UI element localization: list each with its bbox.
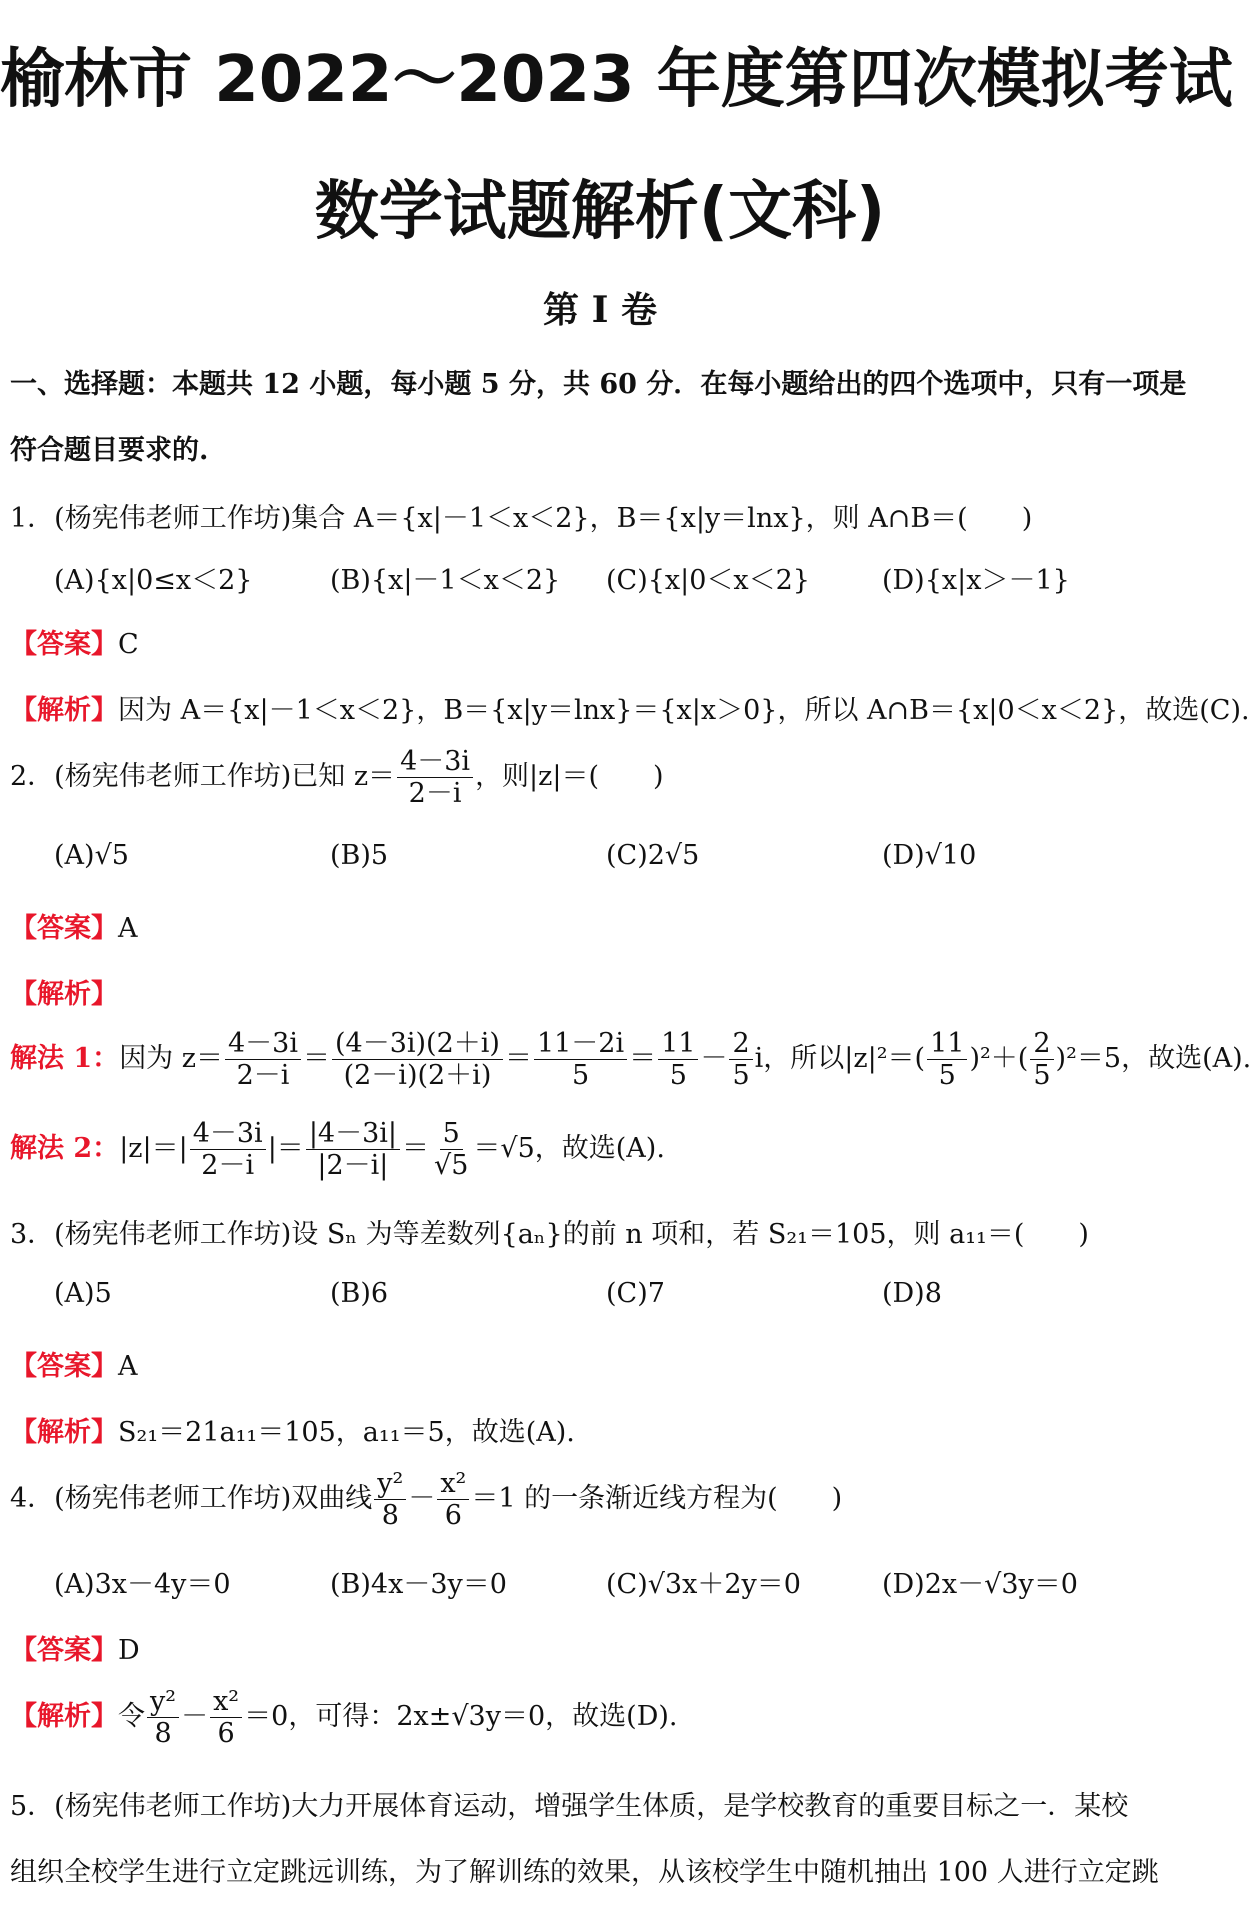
frac-num: 4－3i	[190, 1118, 266, 1150]
frac-den: 5	[732, 1060, 750, 1092]
q3-analysis	[10, 1410, 575, 1449]
q1-option-c: (C){x|0＜x＜2}	[606, 565, 810, 596]
frac-num: y²	[374, 1468, 406, 1500]
q3-answer	[10, 1344, 138, 1383]
analysis-label: 【解析】	[10, 1417, 118, 1448]
frac-den: 5	[669, 1060, 687, 1092]
q2-fraction-den: 2－i	[408, 778, 462, 810]
q4-an-minus: －	[181, 1701, 209, 1733]
method2-label: 解法 2：	[10, 1133, 120, 1165]
q4-minus: －	[408, 1483, 436, 1515]
frac-den: 8	[381, 1500, 399, 1532]
q2-fraction	[397, 746, 473, 809]
frac-num: 4－3i	[225, 1028, 301, 1060]
q4-analysis-suffix: ＝0，可得：2x±√3y＝0，故选(D).	[244, 1701, 678, 1733]
q4-stem-prefix: 4．(杨宪伟老师工作坊)双曲线	[10, 1483, 373, 1515]
q3-analysis-text: S₂₁＝21a₁₁＝105，a₁₁＝5，故选(A).	[118, 1417, 575, 1448]
q2-method2: 解法 2：|z|＝| $\frac{4-3i}{2-i}$ |＝ $\frac{|4-3i|}{|2-i|}$ ＝ $\frac{5}{√5}$ ＝√5，故选(A).	[10, 1118, 665, 1182]
q2-m1-frac7	[1030, 1028, 1053, 1091]
q5-stem-line2: 组织全校学生进行立定跳远训练，为了解训练的效果，从该校学生中随机抽出 100 人进行立定跳	[10, 1857, 1159, 1888]
frac-den: 5	[1033, 1060, 1051, 1092]
analysis-label: 【解析】	[10, 695, 118, 726]
answer-label: 【答案】	[10, 913, 118, 944]
q4-answer-value: D	[118, 1635, 140, 1666]
frac-num: 11	[658, 1028, 698, 1060]
q2-m2-frac1	[190, 1118, 266, 1181]
q2-fraction-num: 4－3i	[397, 746, 473, 778]
frac-den: 6	[217, 1718, 235, 1750]
q4-option-d: (D)2x－√3y＝0	[882, 1569, 1078, 1600]
q2-m1-frac2	[332, 1028, 503, 1091]
answer-label: 【答案】	[10, 1351, 118, 1382]
q3-answer-value: A	[118, 1351, 138, 1382]
page-subtitle: 数学试题解析(文科)	[314, 175, 886, 249]
q1-answer	[10, 622, 139, 661]
q2-method1: 解法 1：因为 z＝ $\frac{4-3i}{2-i}$ ＝ $\frac{(4-3i)(2+i)}{(2-i)(2+i)}$ ＝ $\frac{11-2i}{5}$ ＝ $\frac{11}{5}$ － $\frac{2}{5}$ i，所以|z|²＝( $\frac{11}{5}$ )²＋( $\frac{2}{5}$ )²＝5，故选(A).	[10, 1028, 1251, 1092]
q1-analysis-text: 因为 A＝{x|－1＜x＜2}，B＝{x|y＝lnx}＝{x|x＞0}，所以 A∩B＝{x|0＜x＜2}，故选(C).	[118, 695, 1250, 726]
q3-option-c: (C)7	[606, 1278, 665, 1309]
page-title: 榆林市 2022～2023 年度第四次模拟考试	[0, 43, 1233, 117]
q3-option-d: (D)8	[882, 1278, 942, 1309]
q4-answer	[10, 1628, 140, 1667]
frac-num: x²	[210, 1686, 242, 1718]
frac-num: 11－2i	[534, 1028, 627, 1060]
q2-m2-text: |z|＝|	[119, 1133, 188, 1165]
frac-den: |2－i|	[317, 1150, 389, 1182]
q2-option-a: (A)√5	[54, 840, 129, 871]
frac-num: y²	[147, 1686, 179, 1718]
frac-num: 11	[927, 1028, 967, 1060]
frac-den: √5	[434, 1150, 469, 1182]
q5-stem-line1: 5．(杨宪伟老师工作坊)大力开展体育运动，增强学生体质，是学校教育的重要目标之一．某校	[10, 1791, 1129, 1822]
q2-answer	[10, 906, 138, 945]
q4-fraction-x	[437, 1468, 469, 1531]
q2-m1-frac6	[927, 1028, 967, 1091]
q1-answer-value: C	[118, 629, 139, 660]
q2-m2-end: ＝√5，故选(A).	[473, 1133, 665, 1165]
volume-heading: 第 I 卷	[543, 289, 657, 331]
answer-label: 【答案】	[10, 1635, 118, 1666]
analysis-label: 【解析】	[10, 979, 118, 1010]
frac-num: 2	[1030, 1028, 1053, 1060]
frac-den: (2－i)(2＋i)	[343, 1060, 492, 1092]
q2-m1-frac5	[729, 1028, 752, 1091]
q3-stem: 3．(杨宪伟老师工作坊)设 Sₙ 为等差数列{aₙ}的前 n 项和，若 S₂₁＝105，则 a₁₁＝( )	[10, 1219, 1089, 1250]
q2-m1-text: 因为 z＝	[119, 1043, 223, 1075]
q2-m2-frac2	[306, 1118, 400, 1181]
q2-stem-prefix: 2．(杨宪伟老师工作坊)已知 z＝	[10, 761, 396, 793]
q4-an-frac-y	[147, 1686, 179, 1749]
analysis-label: 【解析】	[10, 1701, 118, 1733]
q2-stem-suffix: ，则|z|＝( )	[475, 761, 664, 793]
q2-option-c: (C)2√5	[606, 840, 700, 871]
frac-num: (4－3i)(2＋i)	[332, 1028, 503, 1060]
frac-num: |4－3i|	[306, 1118, 400, 1150]
frac-den: 8	[154, 1718, 172, 1750]
q2-m1-frac1	[225, 1028, 301, 1091]
q2-m1-frac4	[658, 1028, 698, 1091]
q2-option-b: (B)5	[330, 840, 389, 871]
q2-stem	[10, 746, 664, 809]
q4-an-frac-x	[210, 1686, 242, 1749]
frac-den: 2－i	[201, 1150, 255, 1182]
q3-option-b: (B)6	[330, 1278, 389, 1309]
q1-analysis	[10, 688, 1250, 727]
frac-den: 5	[938, 1060, 956, 1092]
q2-m1-tail: i，所以|z|²＝(	[754, 1043, 926, 1075]
q4-option-c: (C)√3x＋2y＝0	[606, 1569, 801, 1600]
q4-fraction-y	[374, 1468, 406, 1531]
section-intro-line1: 一、选择题：本题共 12 小题，每小题 5 分，共 60 分．在每小题给出的四个选项中，只有一项是	[10, 369, 1187, 400]
q2-m2-frac3	[431, 1118, 471, 1181]
frac-num: 2	[729, 1028, 752, 1060]
q2-m1-end: )²＝5，故选(A).	[1055, 1043, 1251, 1075]
frac-num: 5	[440, 1118, 463, 1150]
q4-option-a: (A)3x－4y＝0	[54, 1569, 231, 1600]
q1-option-a: (A){x|0≤x＜2}	[54, 565, 253, 596]
q4-analysis	[10, 1686, 677, 1749]
q4-stem-suffix: ＝1 的一条渐近线方程为( )	[471, 1483, 843, 1515]
q4-analysis-prefix: 令	[118, 1701, 145, 1733]
frac-den: 6	[444, 1500, 462, 1532]
q1-option-b: (B){x|－1＜x＜2}	[330, 565, 561, 596]
q2-m1-mid: )²＋(	[969, 1043, 1029, 1075]
section-intro-line2: 符合题目要求的.	[10, 435, 209, 466]
frac-den: 2－i	[236, 1060, 290, 1092]
q2-analysis-heading	[10, 972, 118, 1011]
frac-den: 5	[571, 1060, 590, 1092]
q1-stem: 1．(杨宪伟老师工作坊)集合 A＝{x|－1＜x＜2}，B＝{x|y＝lnx}，则 A∩B＝( )	[10, 503, 1033, 534]
q2-m1-frac3	[534, 1028, 627, 1091]
frac-num: x²	[437, 1468, 469, 1500]
q3-option-a: (A)5	[54, 1278, 112, 1309]
q2-option-d: (D)√10	[882, 840, 977, 871]
q4-option-b: (B)4x－3y＝0	[330, 1569, 507, 1600]
method1-label: 解法 1：	[10, 1043, 120, 1075]
q2-answer-value: A	[118, 913, 138, 944]
q4-stem	[10, 1468, 842, 1531]
q1-option-d: (D){x|x＞－1}	[882, 565, 1070, 596]
answer-label: 【答案】	[10, 629, 118, 660]
